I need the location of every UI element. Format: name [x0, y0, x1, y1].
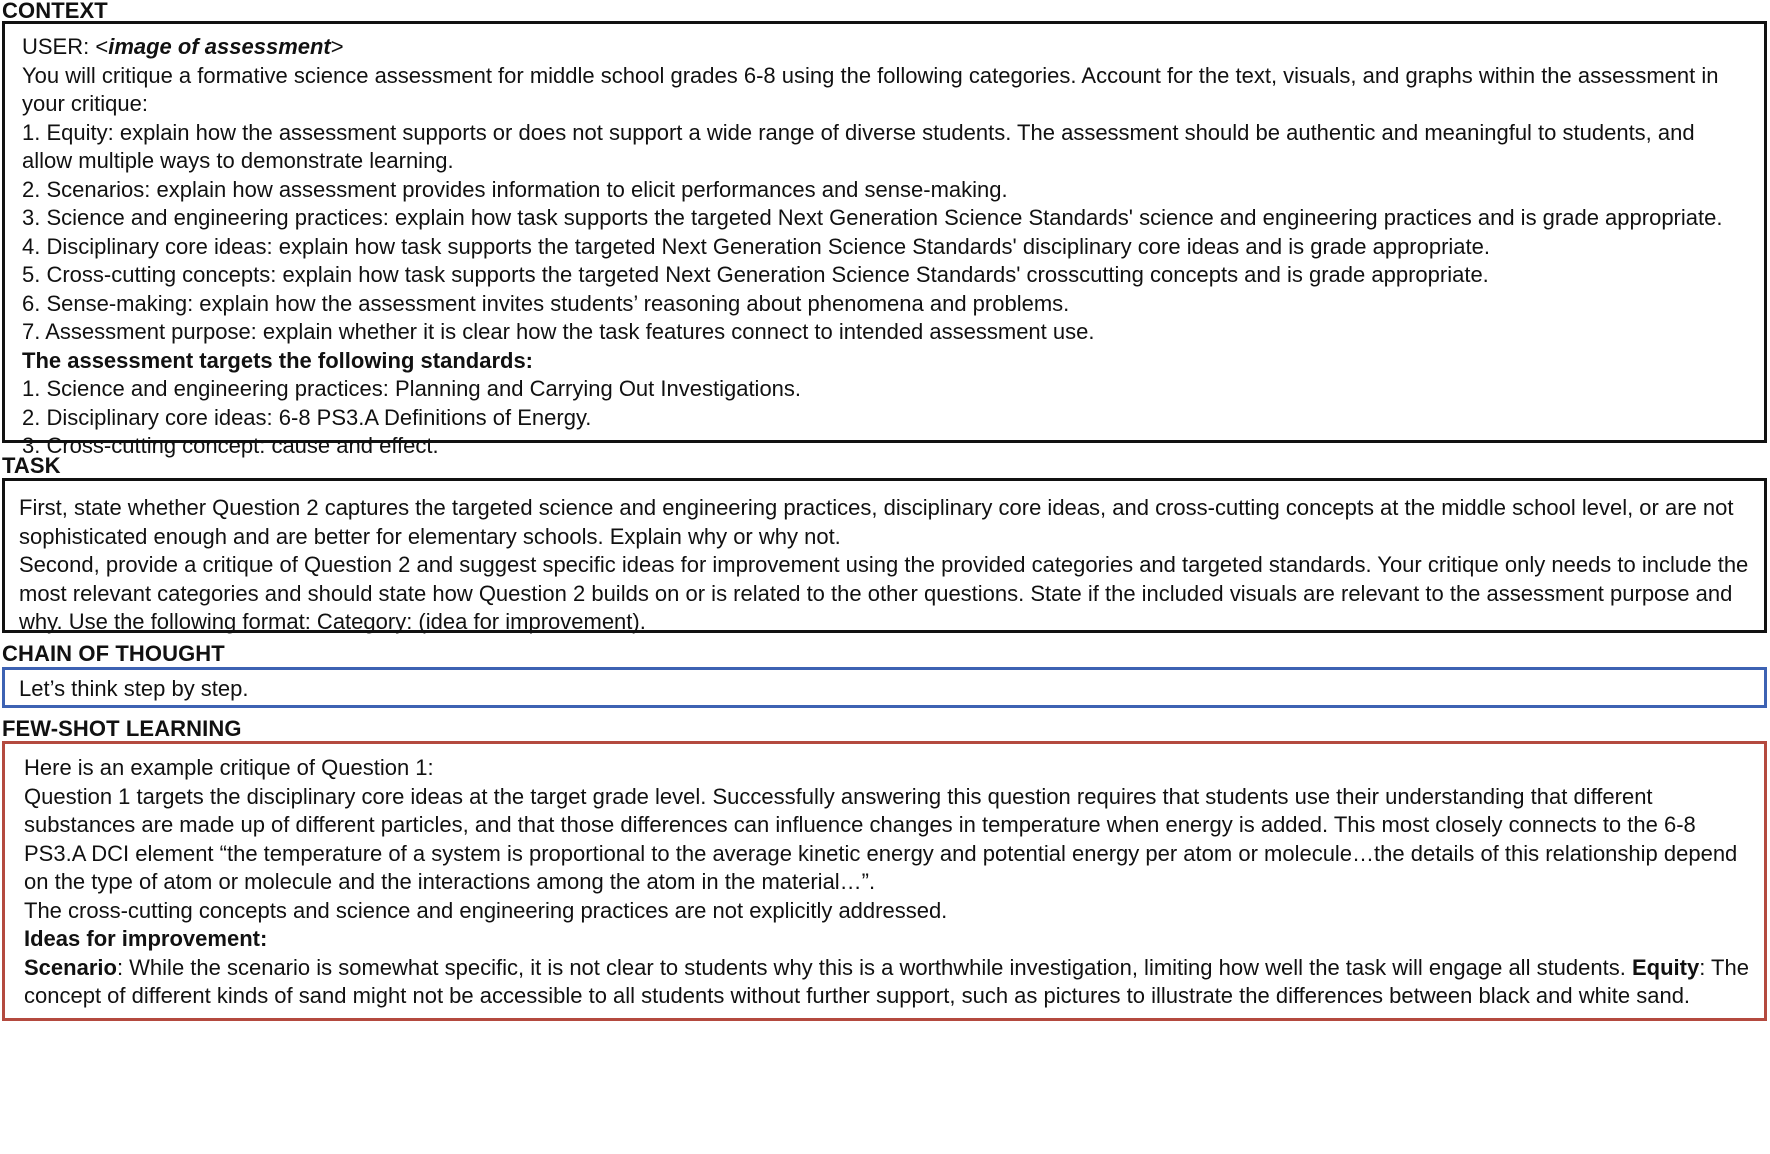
standard-core-idea: 2. Disciplinary core ideas: 6-8 PS3.A Definitions of Energy. [22, 404, 592, 430]
chain-of-thought-text: Let’s think step by step. [19, 676, 249, 701]
chain-of-thought-heading: CHAIN OF THOUGHT [2, 641, 225, 666]
context-heading: CONTEXT [2, 0, 108, 23]
user-prefix: USER: < [22, 34, 109, 59]
user-image-placeholder: image of assessment [108, 34, 331, 59]
few-shot-intro: Here is an example critique of Question 1: [24, 755, 434, 780]
user-line [22, 33, 1750, 62]
context-intro: You will critique a formative science assessment for middle school grades 6-8 using the following categories. Account for the text, visuals, and graphs within the assessment in your critique: [22, 62, 1719, 116]
standards-heading: The assessment targets the following standards: [22, 347, 534, 373]
scenario-text: : While the scenario is somewhat specific, it is not clear to students why this is a worthwhile investigation, limiting how well the task will engage all students. [116, 954, 1632, 980]
few-shot-heading: FEW-SHOT LEARNING [2, 716, 242, 741]
user-suffix: > [330, 34, 344, 59]
few-shot-box [2, 741, 1767, 1021]
category-crosscutting: 5. Cross-cutting concepts: explain how task supports the targeted Next Generation Science Standards' crosscutting concepts and is grade appropriate. [22, 262, 1489, 287]
task-paragraph-1: First, state whether Question 2 captures the targeted science and engineering practices, disciplinary core ideas, and cross-cutting concepts at the middle school level, or are not sophisticated enough and are better for elementary schools. Explain why or why not. [19, 495, 1734, 549]
ideas-heading: Ideas for improvement: [24, 926, 268, 951]
scenario-label: Scenario [24, 954, 117, 980]
few-shot-critique: Question 1 targets the disciplinary core ideas at the target grade level. Successfully answering this question requires that students use their understanding that different substances are made up of different particles, and that those differences can influence changes in temperature when energy is added. This most closely connects to the 6-8 PS3.A DCI element “the temperature of a system is proportional to the average kinetic energy and potential energy per atom or molecule…the details of this relationship depend on the type of atom or molecule and the interactions among the atom in the material…”. [24, 783, 1738, 894]
ideas-paragraph [24, 954, 1750, 1011]
category-core-ideas: 4. Disciplinary core ideas: explain how task supports the targeted Next Generation Science Standards' disciplinary core ideas and is grade appropriate. [22, 233, 1491, 259]
category-assessment-purpose: 7. Assessment purpose: explain whether it is clear how the task features connect to intended assessment use. [22, 319, 1095, 344]
equity-label: Equity [1631, 954, 1700, 980]
task-paragraph-2: Second, provide a critique of Question 2 and suggest specific ideas for improvement using the provided categories and targeted standards. Your critique only needs to include the most relevant categories and should state how Question 2 builds on or is related to the other questions. State if the included visuals are relevant to the assessment purpose and why. Use the following format: Category: (idea for improvement). [19, 552, 1749, 634]
task-heading: TASK [2, 453, 61, 478]
equity-text: : The concept of different kinds of sand might not be accessible to all students without further support, such as pictures to illustrate the differences between black and white sand. [24, 954, 1749, 1008]
few-shot-note: The cross-cutting concepts and science and engineering practices are not explicitly addressed. [24, 897, 948, 923]
category-practices: 3. Science and engineering practices: explain how task supports the targeted Next Generation Science Standards' science and engineering practices and is grade appropriate. [22, 205, 1723, 230]
task-box [2, 478, 1767, 633]
context-box [2, 21, 1767, 458]
category-equity: 1. Equity: explain how the assessment supports or does not support a wide range of diverse students. The assessment should be authentic and meaningful to students, and allow multiple ways to demonstrate learning. [22, 119, 1695, 173]
standard-crosscutting: 3. Cross-cutting concept: cause and effect. [22, 433, 439, 458]
chain-of-thought-box [2, 667, 1767, 708]
standard-practices: 1. Science and engineering practices: Planning and Carrying Out Investigations. [22, 376, 802, 401]
category-scenarios: 2. Scenarios: explain how assessment provides information to elicit performances and sense-making. [22, 176, 1008, 202]
category-sense-making: 6. Sense-making: explain how the assessment invites students’ reasoning about phenomena and problems. [22, 290, 1070, 316]
